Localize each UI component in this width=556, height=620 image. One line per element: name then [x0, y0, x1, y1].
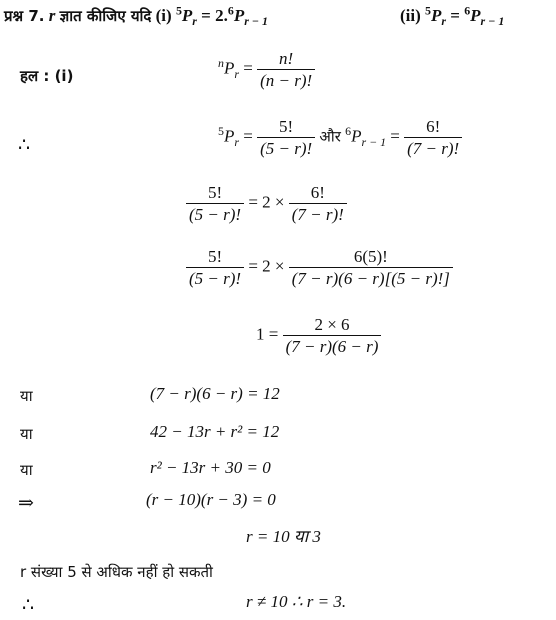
- note-line: r संख्या 5 से अधिक नहीं हो सकती: [20, 563, 213, 581]
- step1-equation: $^5P_r$ = $\frac{5!}{(5 - r)!}$ और $^6P_{r - 1}$ = $\frac{6!}{(7 - r)!}$: [218, 116, 462, 160]
- solution-label: हल : (i): [20, 67, 74, 85]
- therefore-symbol-2: ∴: [22, 595, 35, 616]
- line-prefix-3: या: [20, 461, 33, 479]
- formula-npr: $^nP_r$ = $\frac{n!}{(n - r)!}$: [218, 48, 315, 92]
- line-expr-3: r² − 13r + 30 = 0: [150, 458, 271, 477]
- part2-label: (ii): [400, 6, 421, 25]
- step4-equation: 1 = $\frac{2 \times 6}{(7 - r)(6 - r)}$: [256, 314, 381, 358]
- part2-expression: (ii) $^5P_r = ^6P_{r - 1}$: [400, 3, 505, 29]
- line-prefix-2: या: [20, 425, 33, 443]
- question-number: प्रश्न 7.: [4, 7, 45, 25]
- line-prefix-1: या: [20, 387, 33, 405]
- result-line: r = 10 या 3: [246, 527, 321, 546]
- question-text: ज्ञात कीजिए यदि: [59, 7, 152, 25]
- step2-equation: $\frac{5!}{(5 - r)!}$ = 2 × $\frac{6!}{(7 - r)!}$: [186, 182, 347, 226]
- step3-equation: $\frac{5!}{(5 - r)!}$ = 2 × $\frac{6(5)!}{(7 - r)(6 - r)[(5 - r)!]}$: [186, 246, 453, 290]
- formula-fraction: $\frac{n!}{(n - r)!}$: [257, 48, 315, 92]
- final-answer: r ≠ 10 ∴ r = 3.: [246, 592, 347, 611]
- line-expr-1: (7 − r)(6 − r) = 12: [150, 384, 280, 403]
- therefore-symbol-1: ∴: [18, 135, 31, 156]
- line-expr-2: 42 − 13r + r² = 12: [150, 422, 280, 441]
- question-line: [4, 3, 268, 29]
- question-var: r: [48, 6, 56, 25]
- line-expr-4: (r − 10)(r − 3) = 0: [146, 490, 276, 509]
- part1-expression: $^5P_r = 2.^6P_{r - 1}$: [175, 3, 268, 29]
- line-prefix-4: ⇒: [18, 493, 34, 514]
- part1-label: (i): [155, 6, 172, 25]
